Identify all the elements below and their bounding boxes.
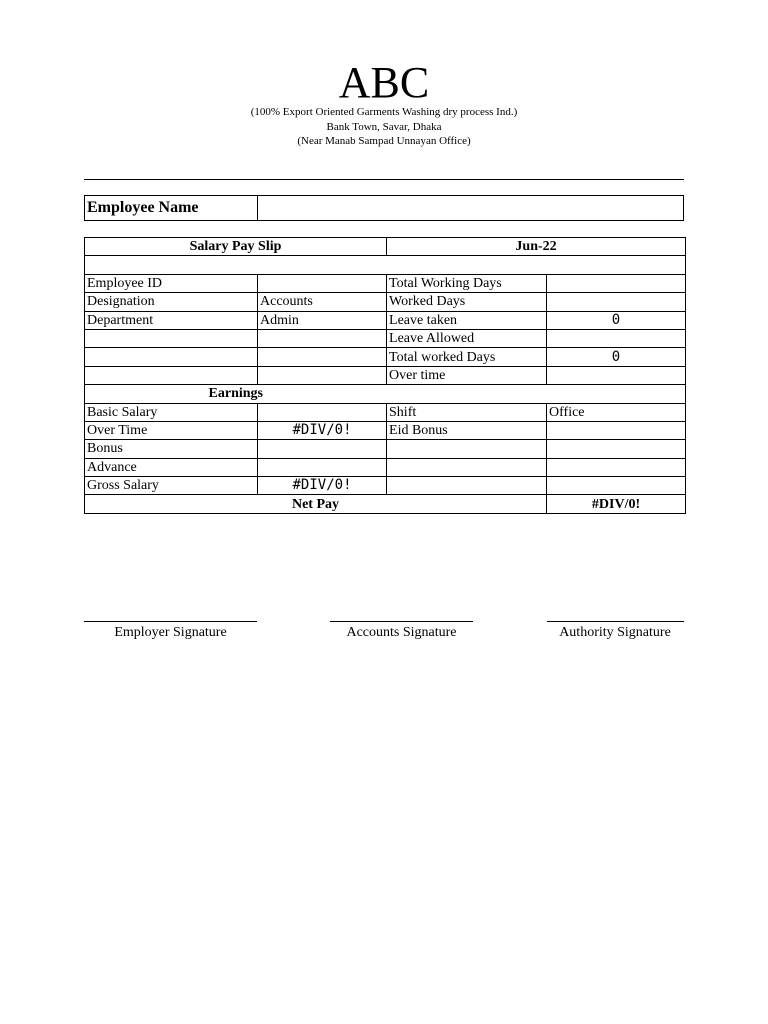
accounts-signature-label: Accounts Signature — [346, 625, 457, 640]
empty-cell — [258, 440, 387, 458]
employee-id-label: Employee ID — [85, 274, 258, 292]
empty-cell — [547, 477, 686, 495]
over-time-pay-value: #DIV/0! — [258, 421, 387, 439]
table-row — [85, 458, 686, 476]
department-label: Department — [85, 311, 258, 329]
authority-signature-line — [547, 621, 684, 622]
table-row — [85, 256, 686, 274]
designation-label: Designation — [85, 293, 258, 311]
net-pay-value: #DIV/0! — [547, 495, 686, 513]
empty-cell — [258, 348, 387, 366]
shift-value: Office — [547, 403, 686, 421]
authority-signature-label: Authority Signature — [559, 625, 671, 640]
empty-cell — [258, 366, 387, 384]
worked-days-value — [547, 293, 686, 311]
table-row — [85, 366, 686, 384]
designation-value: Accounts — [258, 293, 387, 311]
eid-bonus-label: Eid Bonus — [387, 421, 547, 439]
empty-cell — [85, 348, 258, 366]
department-value: Admin — [258, 311, 387, 329]
accounts-signature-line — [330, 621, 473, 622]
company-address: Bank Town, Savar, Dhaka — [326, 121, 442, 133]
company-name: ABC — [338, 58, 430, 107]
slip-title: Salary Pay Slip — [85, 238, 387, 256]
leave-taken-label: Leave taken — [387, 311, 547, 329]
empty-cell — [547, 458, 686, 476]
empty-cell — [258, 329, 387, 347]
over-time-value — [547, 366, 686, 384]
empty-cell — [547, 440, 686, 458]
salary-slip-table — [84, 237, 686, 514]
net-pay-label: Net Pay — [85, 495, 547, 513]
empty-cell — [85, 329, 258, 347]
empty-cell — [85, 366, 258, 384]
table-row — [85, 329, 686, 347]
table-row — [85, 421, 686, 439]
over-time-label: Over time — [387, 366, 547, 384]
employer-signature-label: Employer Signature — [114, 625, 227, 640]
worked-days-label: Worked Days — [387, 293, 547, 311]
bonus-label: Bonus — [85, 440, 258, 458]
earnings-heading: Earnings — [85, 385, 387, 403]
eid-bonus-value — [547, 421, 686, 439]
table-row — [85, 495, 686, 513]
total-working-days-label: Total Working Days — [387, 274, 547, 292]
basic-salary-value — [258, 403, 387, 421]
empty-cell — [387, 385, 686, 403]
table-row — [85, 311, 686, 329]
over-time-pay-label: Over Time — [85, 421, 258, 439]
total-worked-days-value: 0 — [547, 348, 686, 366]
leave-allowed-label: Leave Allowed — [387, 329, 547, 347]
table-row — [85, 440, 686, 458]
shift-label: Shift — [387, 403, 547, 421]
leave-allowed-value — [547, 329, 686, 347]
leave-taken-value: 0 — [547, 311, 686, 329]
employee-id-value — [258, 274, 387, 292]
header-divider — [84, 179, 684, 180]
table-row — [85, 274, 686, 292]
gross-salary-value: #DIV/0! — [258, 477, 387, 495]
slip-month: Jun-22 — [387, 238, 686, 256]
empty-cell — [387, 458, 547, 476]
table-row — [85, 238, 686, 256]
gross-salary-label: Gross Salary — [85, 477, 258, 495]
empty-cell — [387, 477, 547, 495]
company-description: (100% Export Oriented Garments Washing dry process Ind.) — [250, 106, 518, 118]
employee-name-label: Employee Name — [85, 196, 258, 220]
table-row — [85, 348, 686, 366]
advance-label: Advance — [85, 458, 258, 476]
company-landmark: (Near Manab Sampad Unnayan Office) — [297, 135, 471, 147]
basic-salary-label: Basic Salary — [85, 403, 258, 421]
total-working-days-value — [547, 274, 686, 292]
empty-cell — [258, 458, 387, 476]
table-row — [85, 385, 686, 403]
employee-name-value[interactable] — [259, 196, 683, 220]
total-worked-days-label: Total worked Days — [387, 348, 547, 366]
spacer-cell — [85, 256, 686, 274]
employee-name-row — [84, 195, 684, 221]
employer-signature-line — [84, 621, 257, 622]
table-row — [85, 403, 686, 421]
table-row — [85, 477, 686, 495]
table-row — [85, 293, 686, 311]
empty-cell — [387, 440, 547, 458]
